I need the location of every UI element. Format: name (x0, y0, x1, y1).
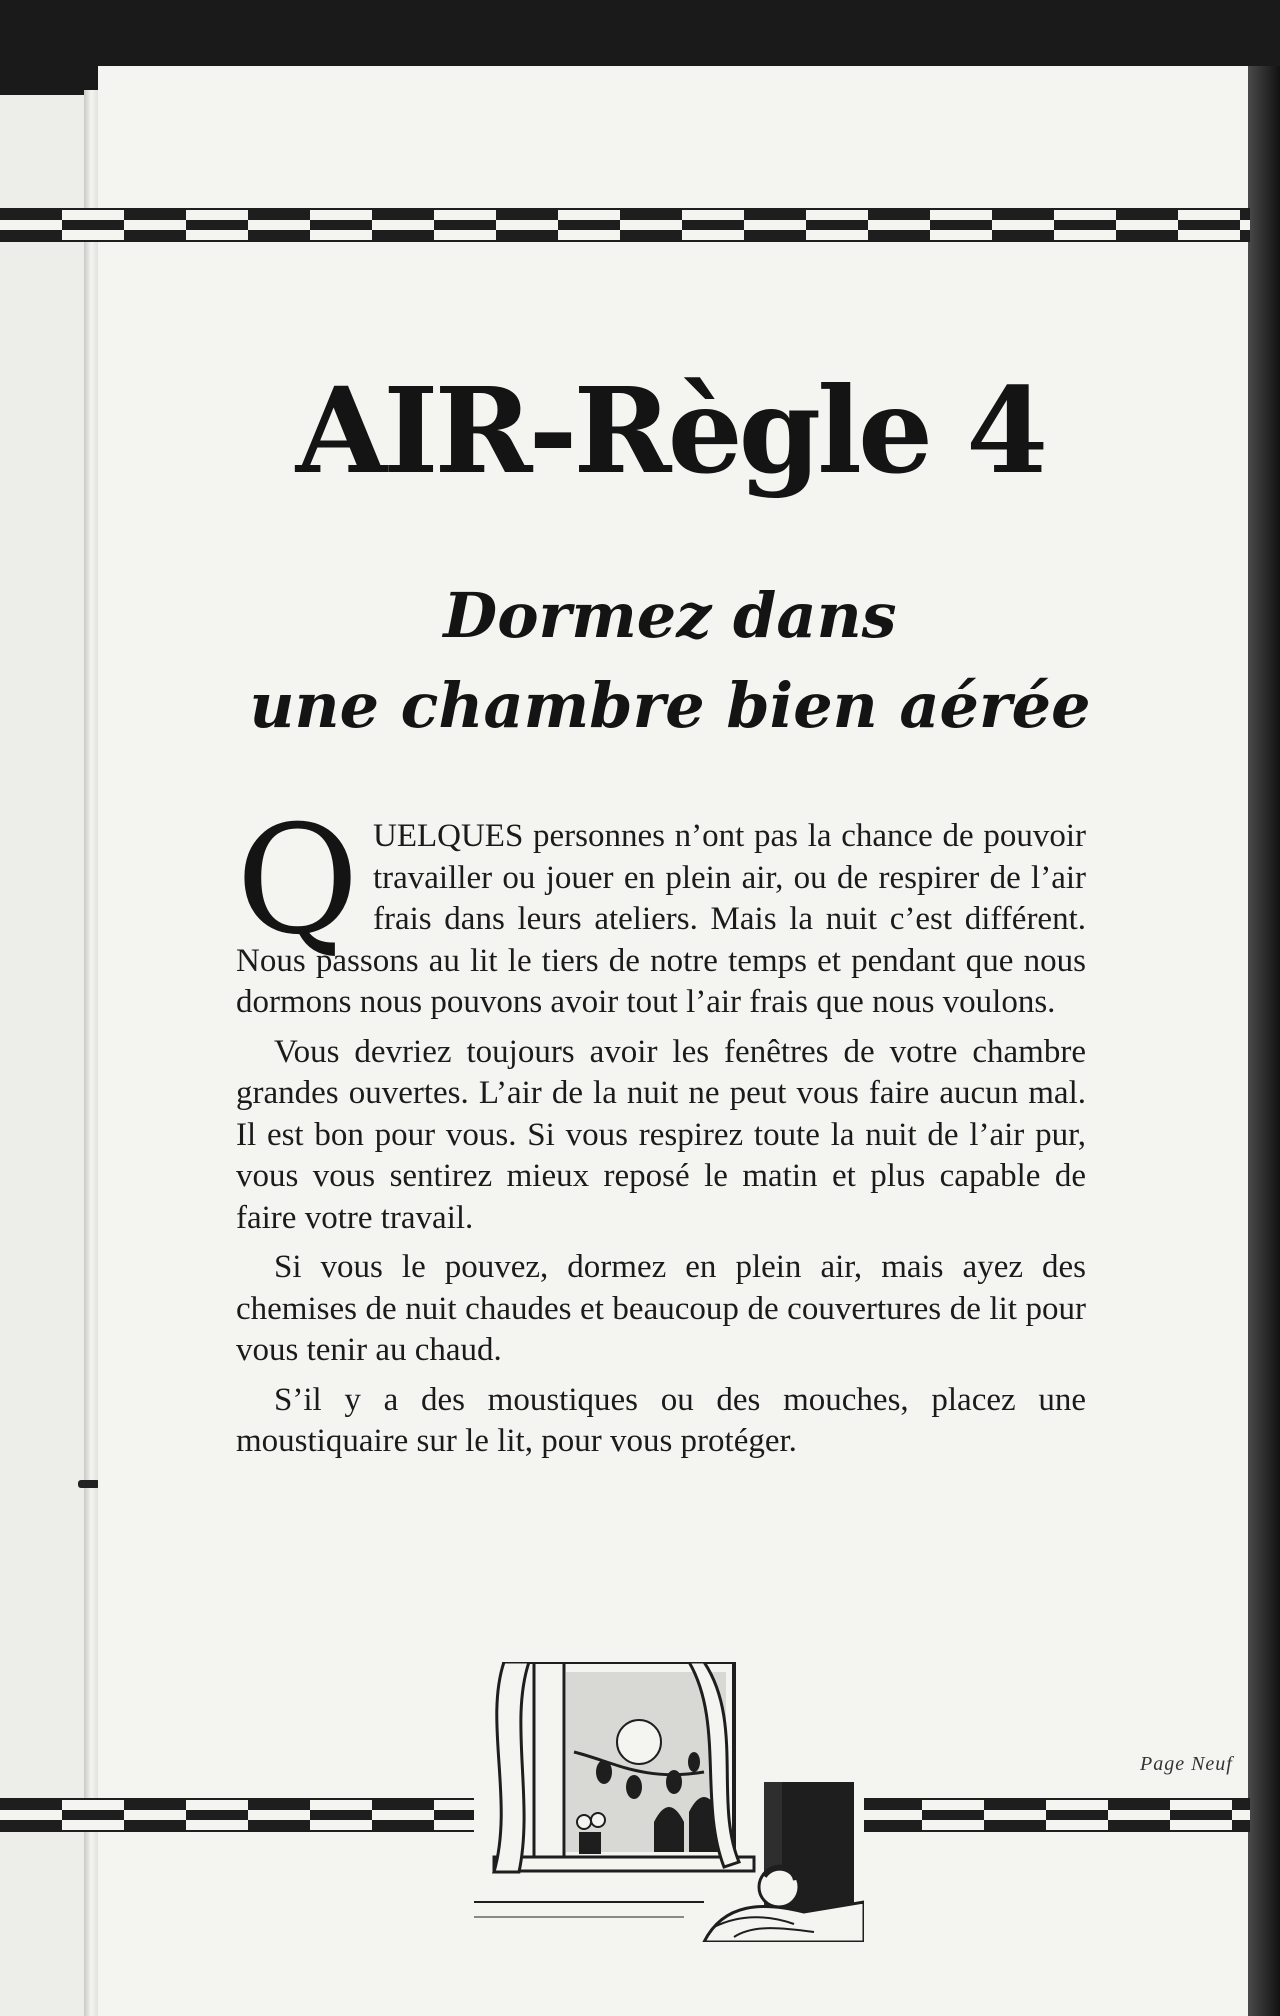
first-word: UELQUES (372, 818, 524, 854)
paragraph-3: Si vous le pouvez, dormez en plein air, mais ayez des chemises de nuit chaudes et beaucoup de couvertures de lit pour vous tenir au chaud. (236, 1249, 1086, 1368)
drop-cap: Q (236, 794, 359, 968)
open-window-sleeper-illustration (474, 1662, 864, 1942)
paragraph-2: Vous devriez toujours avoir les fenêtres de votre chambre grandes ouvertes. L’air de la nuit ne peut vous faire aucun mal. Il est bon pour vous. Si vous respirez toute la nuit de l’air pur, vous vous sentirez mieux reposé le matin et plus capable de faire votre travail. (236, 1033, 1086, 1236)
paragraph-1-text: personnes n’ont pas la chance de pouvoir travailler ou jouer en plein air, ou de respirer de l’air frais dans leurs ateliers. Mais la nuit c’est différent. Nous passons au lit le tiers de notre temps et pendant que nous dormons nous pouvons avoir tout l’air frais que nous voulons. (236, 818, 1086, 1020)
subtitle-line-2: une chambre bien aérée (249, 669, 1091, 742)
page-title: AIR-Règle 4 (295, 361, 1045, 500)
spine-binding-mark (78, 1480, 100, 1488)
bottom-checker-border-right (860, 1798, 1250, 1832)
top-checker-border (0, 208, 1250, 242)
page-number-label: Page Neuf (1140, 1753, 1233, 1775)
body-text (236, 794, 1086, 1471)
page-edge-shadow (1248, 66, 1280, 2016)
subtitle-line-1: Dormez dans (443, 579, 897, 652)
bottom-checker-border-left (0, 1798, 478, 1832)
paragraph-1 (236, 794, 1086, 1024)
paragraph-4: S’il y a des moustiques ou des mouches, placez une moustiquaire sur le lit, pour vous protéger. (236, 1381, 1086, 1459)
